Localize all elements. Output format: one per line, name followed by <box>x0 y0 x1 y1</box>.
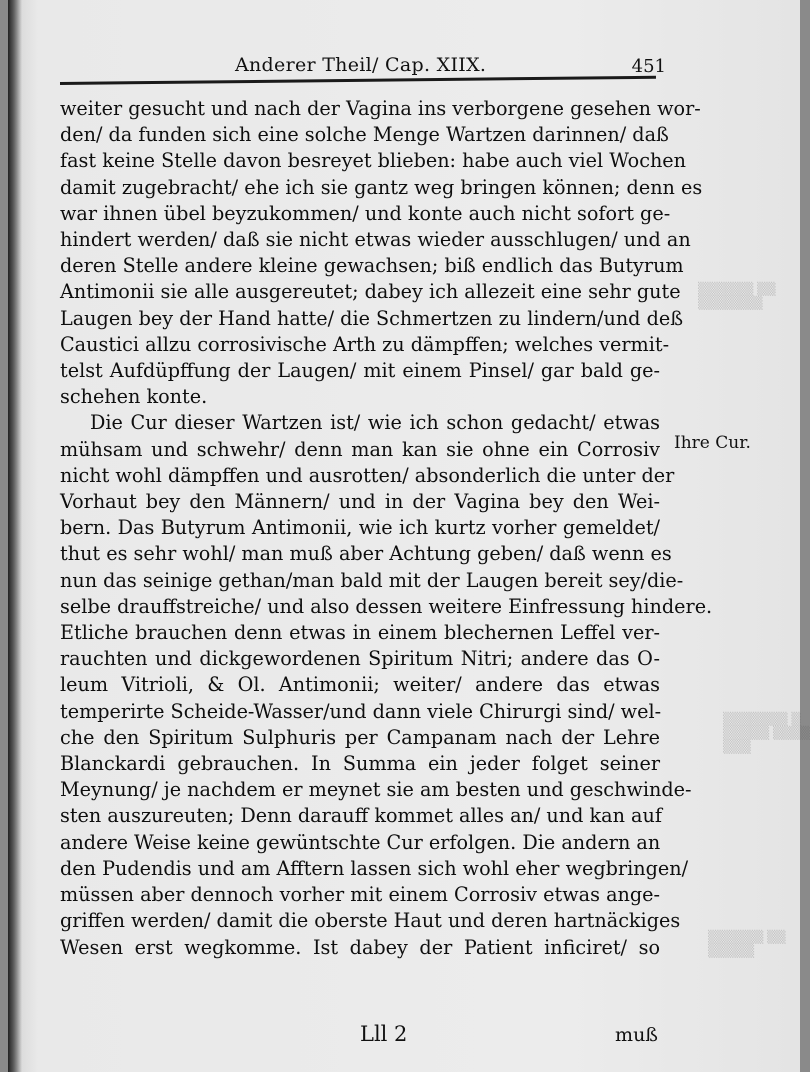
text-line: Etliche brauchen denn etwas in einem blechernen Leffel ver- <box>60 621 660 645</box>
text-line: che den Spiritum Sulphuris per Campanam nach der Lehre <box>60 725 660 749</box>
text-line: Meynung/ je nachdem er meynet sie am besten und geschwinde- <box>60 778 692 802</box>
text-line: leum Vitrioli, & Ol. Antimonii; weiter/ andere das etwas <box>60 673 660 697</box>
text-line: hindert werden/ daß sie nicht etwas wieder ausschlugen/ und an <box>60 228 691 252</box>
running-head: Anderer Theil/ Cap. XIIX. <box>235 54 487 76</box>
text-line: andere Weise keine gewüntschte Cur erfolgen. Die andern an <box>60 830 661 854</box>
book-page <box>8 0 810 1072</box>
text-line: mühsam und schwehr/ denn man kan sie ohne ein Corrosiv <box>60 437 660 461</box>
bleed-through-text: ▒▒▒▒▒▒ ▒▒ ▒▒▒▒▒ <box>708 930 786 958</box>
binding-gutter-shadow <box>8 0 22 1072</box>
page-number: 451 <box>631 56 666 77</box>
text-line: selbe drauffstreiche/ und also dessen weitere Einfressung hindere. <box>60 594 713 618</box>
paragraph-first-line: Die Cur dieser Wartzen ist/ wie ich schon gedacht/ etwas <box>90 411 660 435</box>
text-line: Laugen bey der Hand hatte/ die Schmertzen zu lindern/und deß <box>60 306 684 330</box>
text-line: fast keine Stelle davon besreyet blieben: habe auch viel Wochen <box>60 149 687 173</box>
text-line: nicht wohl dämpffen und ausrotten/ absonderlich die unter der <box>60 463 675 487</box>
text-line: telst Aufdüpffung der Laugen/ mit einem Pinsel/ gar bald ge- <box>60 359 660 383</box>
catchword: muß <box>615 1024 658 1046</box>
text-line: bern. Das Butyrum Antimonii, wie ich kurtz vorher gemeldet/ <box>60 516 660 540</box>
text-line: nun das seinige gethan/man bald mit der Laugen bereit sey/die- <box>60 568 684 592</box>
text-line: damit zugebracht/ ehe ich sie gantz weg bringen können; denn es <box>60 175 703 199</box>
text-line: Vorhaut bey den Männern/ und in der Vagina bey den Wei- <box>60 490 660 514</box>
text-line: Antimonii sie alle ausgereutet; dabey ich allezeit eine sehr gute <box>60 280 681 304</box>
margin-note: Ihre Cur. <box>674 433 751 453</box>
text-line: temperirte Scheide-Wasser/und dann viele Chirurgi sind/ wel- <box>60 699 662 723</box>
text-line: den Pudendis und am Afftern lassen sich wohl eher wegbringen/ <box>60 856 689 880</box>
bleed-through-text: ▒▒▒▒▒▒▒ ▒ ▒▒▒▒▒ ▒▒▒▒ ▒▒▒ <box>723 712 810 754</box>
signature-mark: Lll 2 <box>360 1022 408 1046</box>
text-line: Caustici allzu corrosivische Arth zu dämpffen; welches vermit- <box>60 332 670 356</box>
text-line: sten auszureuten; Denn darauff kommet alles an/ und kan auf <box>60 804 662 828</box>
bleed-through-text: ▒▒▒▒▒▒ ▒▒ ▒▒▒▒▒▒▒ <box>698 282 776 310</box>
text-line: griffen werden/ damit die oberste Haut und deren hartnäckiges <box>60 909 681 933</box>
text-line: rauchten und dickgewordenen Spiritum Nitri; andere das O- <box>60 647 660 671</box>
text-line: Blanckardi gebrauchen. In Summa ein jeder folget seiner <box>60 752 660 776</box>
text-line: weiter gesucht und nach der Vagina ins verborgene gesehen wor- <box>60 97 701 120</box>
text-line: den/ da funden sich eine solche Menge Wartzen darinnen/ daß <box>60 123 669 147</box>
page-footer <box>60 1022 660 1052</box>
text-line: Wesen erst wegkomme. Ist dabey der Patient inficiret/ so <box>60 935 660 959</box>
text-line: müssen aber dennoch vorher mit einem Corrosiv etwas ange- <box>60 883 660 907</box>
text-line: deren Stelle andere kleine gewachsen; biß endlich das Butyrum <box>60 254 684 278</box>
text-line: war ihnen übel beyzukommen/ und konte auch nicht sofort ge- <box>60 201 671 225</box>
text-line: thut es sehr wohl/ man muß aber Achtung geben/ daß wenn es <box>60 542 672 566</box>
text-line: schehen konte. <box>60 385 208 409</box>
